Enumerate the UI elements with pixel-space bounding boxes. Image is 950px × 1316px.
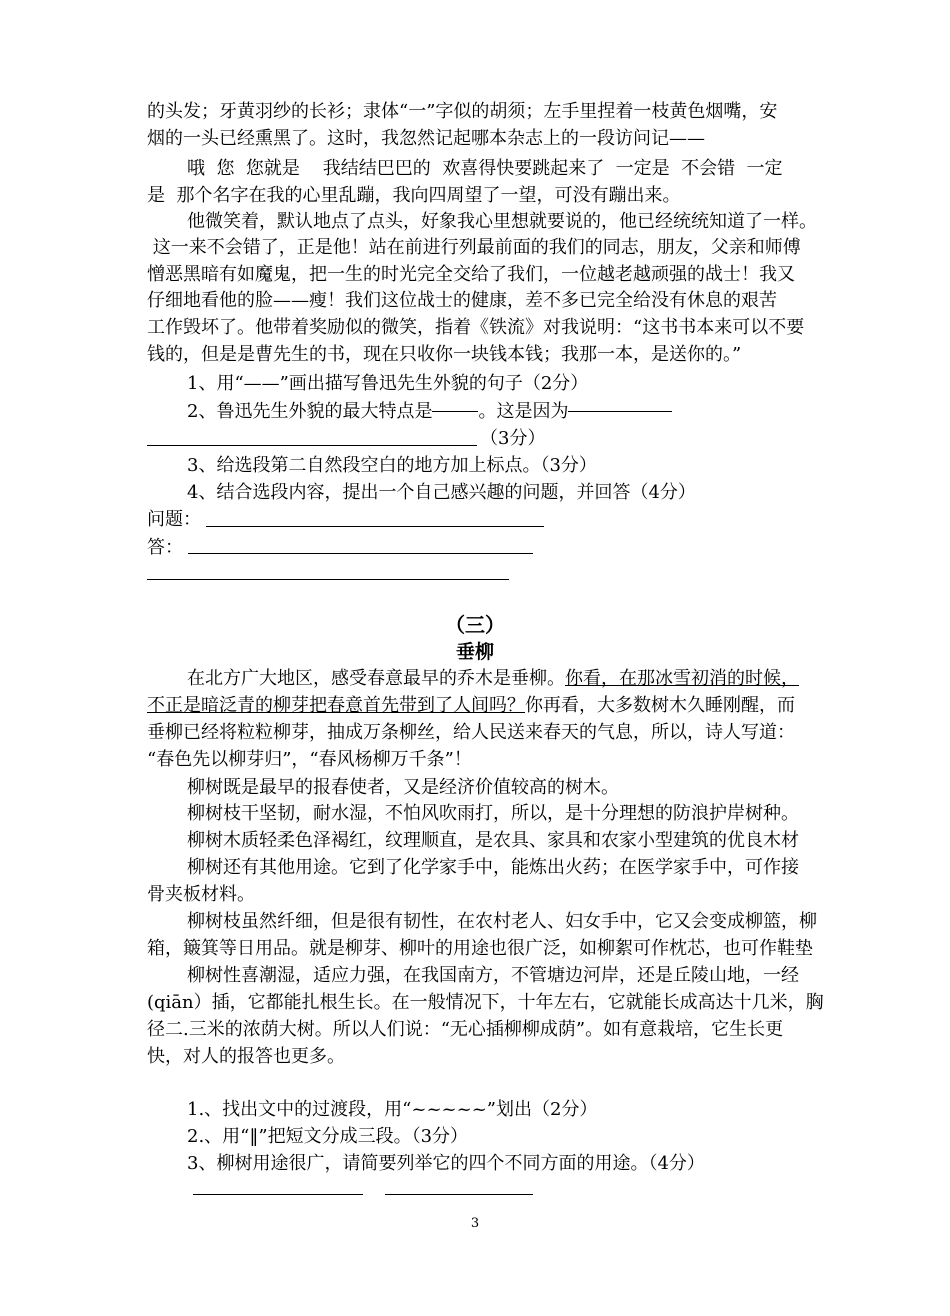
underlined-text: 不正是暗泛青的柳芽把春意首先带到了人间吗？ (147, 695, 525, 716)
answer-blank[interactable] (147, 579, 509, 580)
answer-blank[interactable] (385, 1194, 533, 1195)
question-2-text-b: 。这是因为 (478, 401, 569, 422)
paragraph-5: 柳树还有其他用途。它到了化学家手中，能炼出火药；在医学家手中，可作接 (187, 857, 799, 878)
question-3: 3、给选段第二自然段空白的地方加上标点。（3分） (187, 455, 597, 476)
section3-question-3: 3、柳树用途很广，请简要列举它的四个不同方面的用途。（4分） (187, 1153, 705, 1174)
passage-line: 哦 您 您就是 我结结巴巴的 欢喜得快要跳起来了 一定是 不会错 一定 (187, 158, 783, 179)
answer-blank[interactable] (206, 526, 544, 527)
answer-blank[interactable] (147, 445, 477, 446)
passage-line: 仔细地看他的脸——瘦！我们这位战士的健康，差不多已完全给没有休息的艰苦 (147, 290, 777, 311)
paragraph-4: 柳树木质轻柔色泽褐红，纹理顺直，是农具、家具和农家小型建筑的优良木材 (187, 830, 799, 851)
section3-question-2: 2.、用“‖”把短文分成三段。（3分） (187, 1126, 469, 1147)
passage-line: 这一来不会错了，正是他！站在前进行列最前面的我们的同志，朋友，父亲和师傅 (147, 237, 801, 258)
paragraph-7: 柳树性喜潮湿，适应力强，在我国南方，不管塘边河岸，还是丘陵山地，一经 (187, 965, 799, 986)
paragraph-1 (187, 667, 799, 691)
paragraph-2: 柳树既是最早的报春使者，又是经济价值较高的树木。 (187, 777, 619, 798)
paragraph-1 (147, 694, 795, 718)
section-title: 垂柳 (455, 641, 494, 663)
section-number: （三） (445, 613, 505, 637)
paragraph-7: 快，对人的报答也更多。 (147, 1046, 345, 1067)
answer-label: 答： (147, 537, 183, 558)
paragraph-1: 垂柳已经将粒粒柳芽，抽成万条柳丝，给人民送来春天的气息，所以，诗人写道： (147, 722, 795, 743)
paragraph-3: 柳树枝干坚韧，耐水湿，不怕风吹雨打，所以，是十分理想的防浪护岸树种。 (187, 803, 799, 824)
passage-line: 的头发；牙黄羽纱的长衫；隶体“一”字似的胡须；左手里捏着一枝黄色烟嘴，安 (147, 101, 778, 122)
passage-line: 工作毁坏了。他带着奖励似的微笑，指着《铁流》对我说明：“这书书本来可以不要 (147, 317, 805, 338)
paragraph-5: 骨夹板材料。 (147, 884, 255, 905)
page-number: 3 (470, 1216, 480, 1231)
question-label: 问题： (147, 509, 201, 530)
answer-blank[interactable] (568, 411, 672, 412)
text: 在北方广大地区，感受春意最早的乔木是垂柳。 (187, 668, 565, 689)
answer-blank[interactable] (432, 411, 478, 412)
question-1: 1、用“——”画出描写鲁迅先生外貌的句子（2分） (187, 373, 589, 394)
question-2-score: （3分） (480, 428, 546, 449)
answer-blank[interactable] (188, 553, 533, 554)
paragraph-1: “春色先以柳芽归”，“春风杨柳万千条”！ (147, 749, 472, 770)
passage-line: 烟的一头已经熏黑了。这时，我忽然记起哪本杂志上的一段访问记—— (147, 128, 705, 149)
passage-line: 是 那个名字在我的心里乱蹦，我向四周望了一望，可没有蹦出来。 (147, 185, 681, 206)
section3-question-1: 1.、找出文中的过渡段，用“~~~~~”划出（2分） (187, 1099, 598, 1120)
passage-line: 他微笑着，默认地点了点头，好象我心里想就要说的，他已经统统知道了一样。 (187, 211, 817, 232)
answer-blank[interactable] (193, 1194, 363, 1195)
paragraph-6: 柳树枝虽然纤细，但是很有韧性，在农村老人、妇女手中，它又会变成柳篮，柳 (187, 911, 817, 932)
underlined-text: 你看，在那冰雪初消的时候， (565, 668, 799, 689)
paragraph-7: (qiān）插，它都能扎根生长。在一般情况下，十年左右，它就能长成高达十几米，胸 (147, 992, 824, 1013)
question-2 (187, 400, 672, 424)
text: 你再看，大多数树木久睡刚醒，而 (525, 695, 795, 716)
paragraph-7: 径二.三米的浓荫大树。所以人们说：“无心插柳柳成荫”。如有意栽培，它生长更 (147, 1019, 784, 1040)
question-4: 4、结合选段内容，提出一个自己感兴趣的问题，并回答（4分） (187, 482, 696, 503)
passage-line: 憎恶黑暗有如魔鬼，把一生的时光完全交给了我们，一位越老越顽强的战士！我又 (147, 264, 795, 285)
passage-line: 钱的，但是是曹先生的书，现在只收你一块钱本钱；我那一本，是送你的。” (147, 344, 742, 365)
paragraph-6: 箱，簸箕等日用品。就是柳芽、柳叶的用途也很广泛，如柳絮可作枕芯，也可作鞋垫 (147, 938, 813, 959)
question-2-text-a: 2、鲁迅先生外貌的最大特点是 (187, 401, 433, 422)
